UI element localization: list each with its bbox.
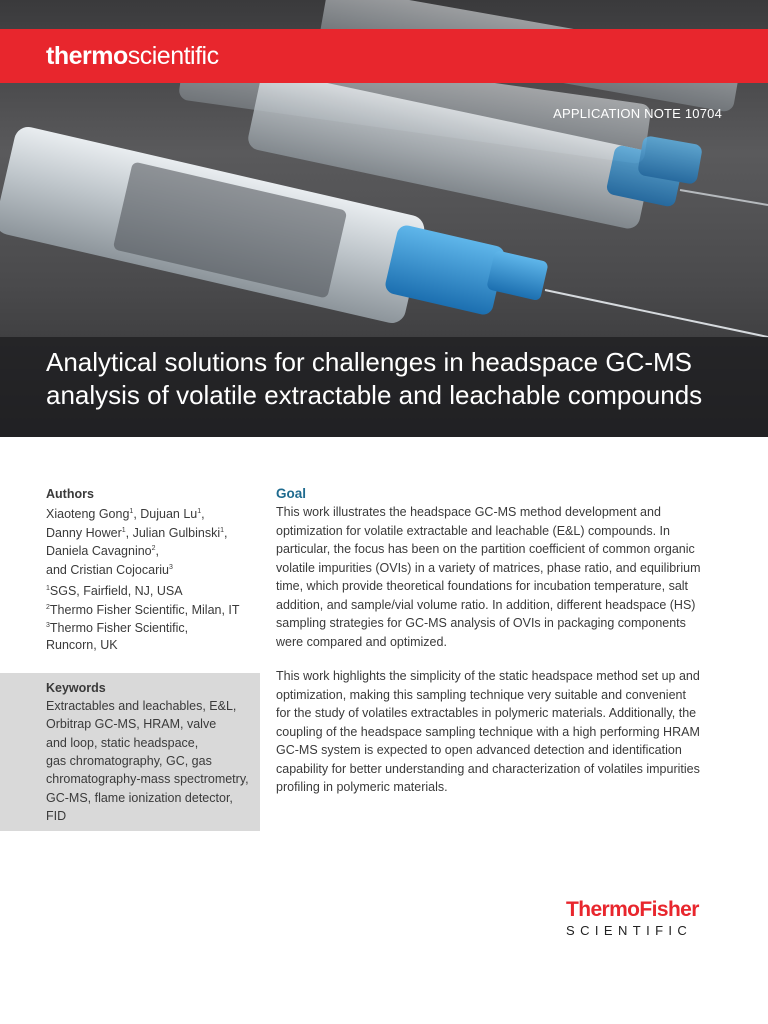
goal-paragraph-1-line: time, which provide theoretical foundations for incubation temperature, salt — [276, 579, 689, 593]
keyword-line: chromatography-mass spectrometry, — [46, 772, 249, 787]
goal-paragraph-1-line: volatile impurities (OVIs) in a variety of matrices, phase ratio, and equilibrium — [276, 560, 701, 575]
keyword-line: Orbitrap GC-MS, HRAM, valve — [46, 717, 217, 732]
goal-paragraph-2-line: This work highlights the simplicity of the static headspace method set up and — [276, 669, 700, 683]
logo-thermofisher: ThermoFisher — [566, 898, 699, 921]
goal-paragraph-2-line: coupling of the headspace sampling technique with a high performing HRAM — [276, 724, 700, 739]
text-span: Runcorn, UK — [46, 637, 118, 652]
author-line — [46, 540, 159, 560]
goal-paragraph-1-line: addition, and sample/vial volume ratio. In addition, different headspace (HS) — [276, 597, 696, 612]
goal-paragraph-1-line: were compared and optimized. — [276, 634, 447, 649]
superscript: 1 — [121, 526, 126, 534]
brand-bold: thermo — [46, 42, 128, 70]
keywords-heading: Keywords — [46, 681, 106, 695]
superscript: 1 — [46, 585, 50, 592]
affiliation-line — [46, 617, 188, 637]
authors-heading: Authors — [46, 487, 94, 501]
brand-bar — [0, 29, 768, 83]
goal-paragraph-2-line: capability for better understanding and characterization of volatiles impurities — [276, 761, 700, 776]
goal-heading: Goal — [276, 486, 307, 501]
thermo-scientific-logo — [46, 42, 219, 71]
goal-paragraph-1-line: This work illustrates the headspace GC-MS method development and — [276, 505, 661, 519]
author-line — [46, 559, 173, 579]
goal-paragraph-1-line: particular, the focus has been on the partition coefficient of common organic — [276, 542, 695, 556]
application-note-number: APPLICATION NOTE 10704 — [553, 106, 722, 121]
affiliation-line — [46, 636, 118, 654]
keyword-line: FID — [46, 808, 67, 823]
text-span: and Cristian Cojocariu — [46, 562, 169, 577]
text-span: , Julian Gulbinski — [125, 525, 221, 540]
goal-paragraph-1-line: optimization for volatile extractable and leachable (E&L) compounds. In — [276, 523, 670, 538]
text-span: Xiaoteng Gong — [46, 507, 130, 522]
keyword-line: gas chromatography, GC, gas — [46, 753, 212, 768]
superscript: 1 — [129, 508, 134, 515]
superscript: 3 — [46, 622, 50, 629]
affiliation-line — [46, 599, 240, 619]
document-title — [46, 346, 746, 412]
title-line-2: analysis of volatile extractable and leachable compounds — [46, 380, 703, 410]
text-span: Thermo Fisher Scientific, Milan, IT — [49, 602, 240, 617]
superscript: 1 — [197, 508, 202, 515]
goal-paragraph-2-line: optimization, making this sampling technique very suitable and convenient — [276, 687, 686, 702]
thermo-fisher-logo — [566, 898, 726, 938]
text-span: SGS, Fairfield, NJ, USA — [49, 584, 183, 599]
goal-paragraph-2-line: GC-MS system is expected to open advanced detection and identification — [276, 743, 682, 757]
author-line — [46, 522, 228, 542]
text-span: Daniela Cavagnino — [46, 544, 152, 559]
superscript: 3 — [168, 563, 173, 571]
superscript: 2 — [46, 603, 50, 611]
superscript: 1 — [220, 526, 225, 534]
text-span: , — [224, 525, 228, 540]
author-line — [46, 503, 205, 523]
keyword-line: GC-MS, flame ionization detector, — [46, 790, 233, 805]
keyword-line: Extractables and leachables, E&L, — [46, 699, 237, 713]
superscript: 2 — [151, 545, 156, 552]
text-span: , — [201, 507, 205, 522]
text-span: , — [155, 544, 160, 559]
affiliation-line — [46, 580, 183, 600]
logo-scientific: SCIENTIFIC — [566, 923, 693, 938]
text-span: Danny Hower — [46, 525, 122, 540]
title-line-1: Analytical solutions for challenges in headspace GC-MS — [46, 347, 693, 377]
goal-paragraph-2-line: for the study of volatiles extractables in polymeric materials. Additionally, the — [276, 706, 697, 720]
text-span: , Dujuan Lu — [133, 507, 198, 522]
keyword-line: and loop, static headspace, — [46, 735, 199, 750]
goal-paragraph-2-line: profiling in polymeric materials. — [276, 780, 448, 794]
brand-light: scientific — [127, 42, 219, 70]
goal-paragraph-1-line: sampling strategies for GC-MS analysis of OVIs in packaging components — [276, 616, 686, 630]
text-span: Thermo Fisher Scientific, — [49, 621, 189, 636]
